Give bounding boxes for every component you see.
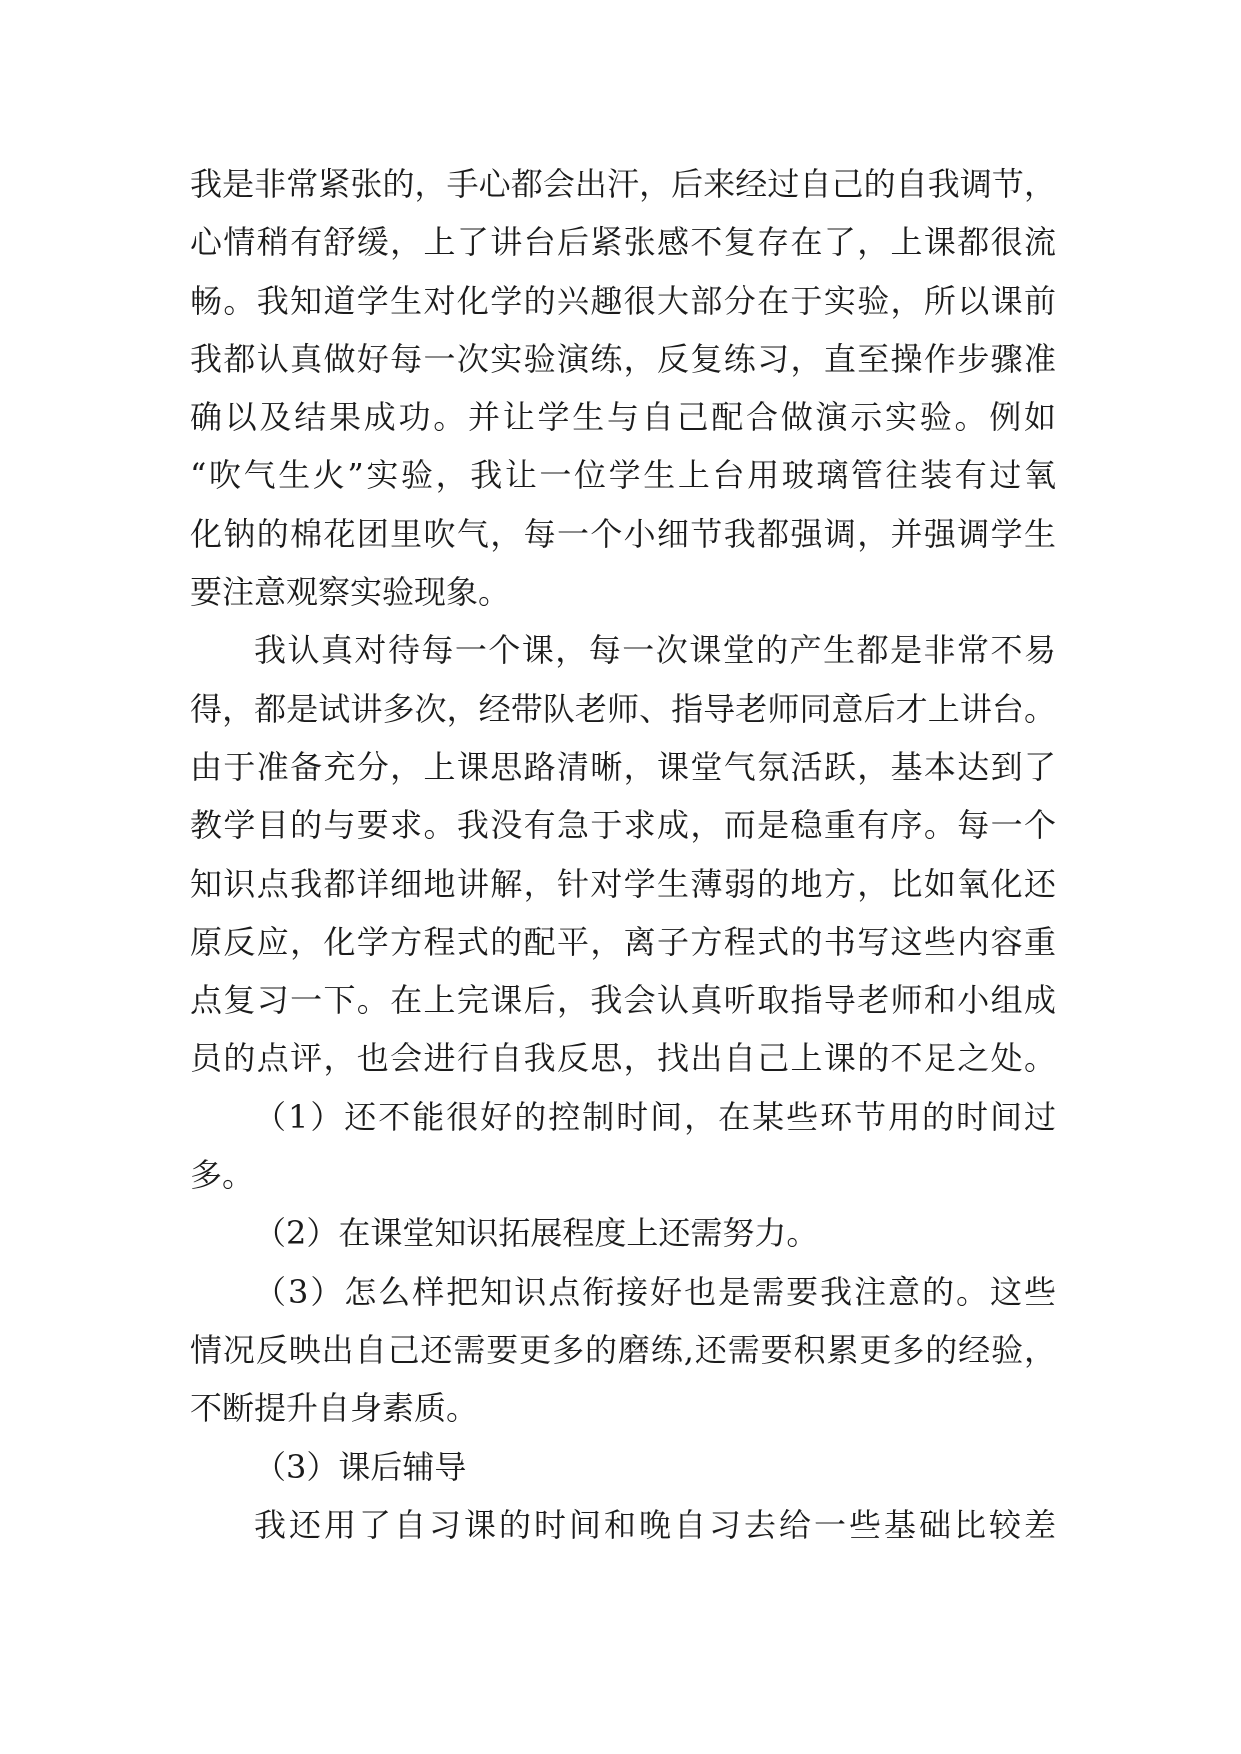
text-line: 教学目的与要求。我没有急于求成，而是稳重有序。每一个 xyxy=(190,806,1056,845)
text-line: “吹气生火”实验，我让一位学生上台用玻璃管往装有过氧 xyxy=(190,456,1056,495)
text-line: 多。 xyxy=(190,1156,255,1195)
body-text xyxy=(190,155,1056,1554)
list-item xyxy=(190,1088,1056,1205)
section-heading xyxy=(190,1438,1056,1496)
text-line: 心情稍有舒缓，上了讲台后紧张感不复存在了，上课都很流 xyxy=(190,223,1056,262)
paragraph xyxy=(190,621,1056,1087)
text-line: 员的点评，也会进行自我反思，找出自己上课的不足之处。 xyxy=(190,1039,1056,1078)
text-line: （2）在课堂知识拓展程度上还需努力。 xyxy=(254,1214,819,1253)
text-line: 我都认真做好每一次实验演练，反复练习，直至操作步骤准 xyxy=(190,339,1056,378)
text-line: 点复习一下。在上完课后，我会认真听取指导老师和小组成 xyxy=(190,981,1056,1020)
text-line: 不断提升自身素质。 xyxy=(190,1389,479,1428)
text-line: 我认真对待每一个课，每一次课堂的产生都是非常不易 xyxy=(254,631,1056,670)
text-line: 我还用了自习课的时间和晚自习去给一些基础比较差 xyxy=(254,1505,1056,1544)
list-item xyxy=(190,1204,1056,1262)
text-line: 知识点我都详细地讲解，针对学生薄弱的地方，比如氧化还 xyxy=(190,864,1056,903)
text-line: 确以及结果成功。并让学生与自己配合做演示实验。例如 xyxy=(190,398,1056,437)
text-line: 由于准备充分，上课思路清晰，课堂气氛活跃，基本达到了 xyxy=(190,747,1056,786)
text-line: （3）课后辅导 xyxy=(254,1447,467,1486)
paragraph xyxy=(190,1496,1056,1554)
text-line: 情况反映出自己还需要更多的磨练,还需要积累更多的经验， xyxy=(190,1330,1056,1369)
text-line: 畅。我知道学生对化学的兴趣很大部分在于实验，所以课前 xyxy=(190,281,1056,320)
list-item xyxy=(190,1263,1056,1438)
text-line: 原反应，化学方程式的配平，离子方程式的书写这些内容重 xyxy=(190,922,1056,961)
paragraph xyxy=(190,155,1056,621)
text-line: （1）还不能很好的控制时间，在某些环节用的时间过 xyxy=(254,1097,1056,1136)
text-line: 得，都是试讲多次，经带队老师、指导老师同意后才上讲台。 xyxy=(190,689,1056,728)
text-line: 化钠的棉花团里吹气，每一个小细节我都强调，并强调学生 xyxy=(190,514,1056,553)
text-line: 要注意观察实验现象。 xyxy=(190,573,511,612)
text-line: （3）怎么样把知识点衔接好也是需要我注意的。这些 xyxy=(254,1272,1056,1311)
text-line: 我是非常紧张的，手心都会出汗，后来经过自己的自我调节， xyxy=(190,165,1056,203)
